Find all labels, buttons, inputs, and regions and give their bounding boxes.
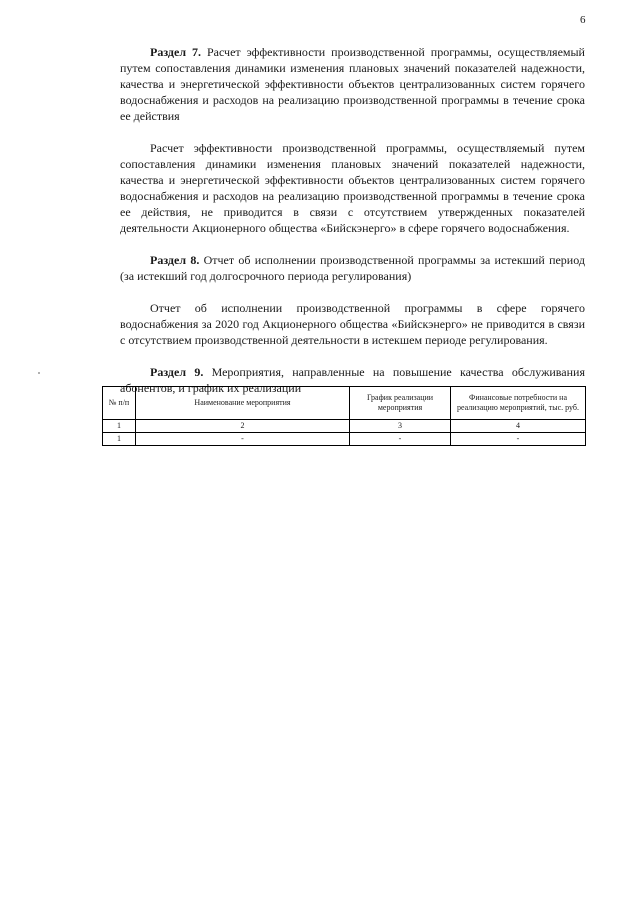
section-7-heading: Раздел 7. <box>150 45 202 59</box>
table-row <box>103 433 586 446</box>
page-number: 6 <box>580 14 586 26</box>
section-7-title-text: Расчет эффективности производственной программы, осуществляемый путем сопоставления динамики изменения плановых значений показателей надежности, качества и энергетической эффективности объектов централизованных систем горячего водоснабжения и расходов на реализацию производственной программы в течение срока ее действия <box>120 45 585 123</box>
section-8-heading: Раздел 8. <box>150 253 200 267</box>
table-cell: - <box>451 433 586 446</box>
header-measure-name: Наименование мероприятия <box>136 387 350 420</box>
scan-artifact <box>38 372 40 374</box>
section-8-body: Отчет об исполнении производственной программы в сфере горячего водоснабжения за 2020 год Акционерного общества «Бийскэнерго» не приводится в связи с отсутствием производственной деятельности в истекшем периоде регулирования. <box>120 301 585 347</box>
section-8-title-text: Отчет об исполнении производственной программы за истекший период (за истекший год долгосрочного периода регулирования) <box>120 253 585 283</box>
table-cell: 3 <box>350 420 451 433</box>
table-cell: 2 <box>136 420 350 433</box>
table-cell: 1 <box>103 433 136 446</box>
header-schedule: График реализации мероприятия <box>350 387 451 420</box>
section-8-title <box>120 252 585 284</box>
section-7-body: Расчет эффективности производственной программы, осуществляемый путем сопоставления динамики изменения плановых значений показателей надежности, качества и энергетической эффективности объектов централизованных систем горячего водоснабжения и расходов на реализацию производственной программы в течение срока ее действия, не приводится в связи с отсутствием утвержденных показателей деятельности Акционерного общества «Бийскэнерго» в сфере горячего водоснабжения. <box>120 141 585 235</box>
table-row <box>103 420 586 433</box>
header-financial-needs: Финансовые потребности на реализацию мероприятий, тыс. руб. <box>451 387 586 420</box>
table-cell: 1 <box>103 420 136 433</box>
measures-table <box>102 386 586 446</box>
section-9-heading: Раздел 9. <box>150 365 204 379</box>
table-header-row <box>103 387 586 420</box>
table-cell: - <box>350 433 451 446</box>
table-cell: 4 <box>451 420 586 433</box>
header-number: № п/п <box>103 387 136 420</box>
section-7-title <box>120 44 585 124</box>
section-9-title-text: Мероприятия, направленные на повышение качества обслуживания абонентов, и график их реализации <box>120 365 585 395</box>
table-cell: - <box>136 433 350 446</box>
document-body <box>120 44 585 396</box>
